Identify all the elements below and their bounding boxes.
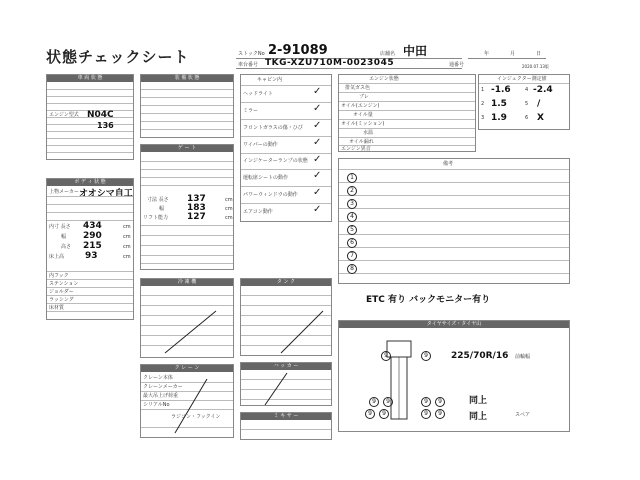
hacker-box <box>240 362 332 406</box>
engine-label: エンジン型式 <box>49 112 79 118</box>
dim-unit-0: cm <box>123 224 131 230</box>
check-mark-6: ✓ <box>313 187 322 198</box>
tank-strike <box>277 309 327 355</box>
tire-extra-1: 9 <box>365 409 375 419</box>
engine-row-7: エンジン異音 <box>341 146 371 152</box>
note-num-5: 5 <box>347 225 357 235</box>
note-num-8: 8 <box>347 264 357 274</box>
gate-dim-value-0: 137 <box>187 194 206 204</box>
note-num-2: 2 <box>347 186 357 196</box>
notes-remark: ETC 有り バックモニター有り <box>366 295 491 305</box>
equipment-header: 装 備 状 態 <box>141 75 233 82</box>
gate-dim-unit-0: cm <box>225 197 233 203</box>
note-num-1: 1 <box>347 173 357 183</box>
check-mark-5: ✓ <box>313 170 322 181</box>
inj-val-3: -2.4 <box>533 85 553 95</box>
crane-row-2: 最大吊上げ荷重 <box>143 393 179 399</box>
injector-box <box>478 74 570 130</box>
tire-fl: 9 <box>381 351 391 361</box>
vehicle-box <box>46 74 134 160</box>
tire-spare: スペア <box>515 412 531 418</box>
date-small: 2020.07.13版 <box>522 64 549 69</box>
mixer-box <box>240 412 332 440</box>
body-maker-value: オオシマ自工 <box>79 189 133 199</box>
body-row-4: 床材質 <box>49 305 65 311</box>
gate-dim-label-0: 寸法 長さ <box>147 197 169 203</box>
vehicle-header: 車 両 状 態 <box>47 75 133 82</box>
note-num-7: 7 <box>347 251 357 261</box>
tire-size: 225/70R/16 <box>451 351 509 361</box>
check-item-3: ワイパーの動作 <box>243 142 278 148</box>
hacker-strike <box>261 371 291 407</box>
inj-val-2: 1.9 <box>491 113 507 123</box>
tire-header: タイヤサイズ・タイヤ山 <box>339 321 569 328</box>
body-row-3: ラッシング <box>49 297 74 303</box>
tire-fr: 9 <box>421 351 431 361</box>
equipment-box <box>140 74 234 138</box>
check-mark-1: ✓ <box>313 103 322 114</box>
tire-rr-1: 9 <box>421 397 431 407</box>
refrigeration-header: 冷 凍 機 <box>141 279 233 286</box>
tire-rear-note: 同上 <box>469 396 488 406</box>
day-label: 日 <box>536 51 542 57</box>
tire-extra-2: 9 <box>379 409 389 419</box>
gate-dim-label-2: リフト能力 <box>143 215 169 221</box>
store-value: 中田 <box>403 44 428 58</box>
crane-row-3: シリアルNo <box>143 402 170 408</box>
engine-row-2: オイル(エンジン) <box>341 103 380 109</box>
check-mark-3: ✓ <box>313 137 322 148</box>
engine-value: N04C <box>87 110 114 120</box>
dim-value-1: 290 <box>83 231 102 241</box>
inj-val-1: 1.5 <box>491 99 507 109</box>
engine-header: エンジン状態 <box>369 76 399 82</box>
engine-row-3: オイル量 <box>353 112 373 118</box>
check-mark-7: ✓ <box>313 204 322 215</box>
hacker-header: ハ ッ カ ー <box>241 363 331 370</box>
gate-header: ゲ ー ト <box>141 145 233 152</box>
inj-num-3: 4 <box>525 87 529 93</box>
note-num-6: 6 <box>347 238 357 248</box>
crane-header: ク レ ー ン <box>141 365 233 372</box>
gate-dim-unit-1: cm <box>225 206 233 212</box>
gate-dim-value-1: 183 <box>187 203 206 213</box>
inj-num-0: 1 <box>481 87 485 93</box>
mixer-header: ミ キ サ ー <box>241 413 331 420</box>
engine-row-5: 水温 <box>363 130 374 136</box>
crane-box <box>140 364 234 438</box>
checks-header: キャビン内 <box>257 77 283 83</box>
chassis-suffix: 通番号 <box>449 62 465 68</box>
body-row-1: ステンション <box>49 281 79 287</box>
injector-header: インジェクター測定値 <box>497 76 547 82</box>
check-item-6: パワーウィンドウの動作 <box>243 192 298 198</box>
notes-box <box>338 158 570 284</box>
header-divider-2 <box>236 68 462 69</box>
notes-header: 備考 <box>443 161 454 167</box>
tank-header: タ ン ク <box>241 279 331 286</box>
crane-row-4: ラジコン・フックイン <box>171 414 221 420</box>
check-mark-0: ✓ <box>313 86 322 97</box>
note-num-4: 4 <box>347 212 357 222</box>
check-item-0: ヘッドライト <box>243 91 273 97</box>
dim-label-1: 幅 <box>61 234 67 240</box>
body-row-0: 内フック <box>49 273 69 279</box>
check-item-2: フロントガラスの傷・ひび <box>243 125 303 131</box>
dim-value-2: 215 <box>83 241 102 251</box>
tire-rl-2: 9 <box>383 397 393 407</box>
body-header: ボ デ ィ 状 態 <box>47 179 133 186</box>
dim-label-0: 内寸 長さ <box>49 224 71 230</box>
tire-front-label: 前輪幅 <box>515 354 531 360</box>
dim-unit-3: cm <box>123 254 131 260</box>
dim-label-2: 高さ <box>61 244 72 250</box>
tire-extra-3: 9 <box>421 409 431 419</box>
dim-unit-1: cm <box>123 234 131 240</box>
gate-dim-label-1: 幅 <box>159 206 165 212</box>
check-mark-4: ✓ <box>313 154 322 165</box>
vehicle-note-1: 136 <box>97 121 114 130</box>
store-label: 店舗名 <box>380 51 396 57</box>
engine-row-0: 排気ガス色 <box>345 85 371 91</box>
inj-num-5: 6 <box>525 115 529 121</box>
checks-box <box>240 74 332 222</box>
body-box <box>46 178 134 320</box>
note-num-3: 3 <box>347 199 357 209</box>
month-label: 月 <box>510 51 516 57</box>
body-row-2: ジョルダー <box>49 289 74 295</box>
inj-val-5: X <box>537 113 544 123</box>
body-maker-label: 上物メーカー <box>49 189 79 195</box>
gate-dim-unit-2: cm <box>225 215 233 221</box>
engine-row-4: オイル(ミッション) <box>341 121 385 127</box>
dim-value-3: 93 <box>85 251 98 261</box>
check-item-4: インジケーターランプの状態 <box>243 158 308 164</box>
dim-unit-2: cm <box>123 244 131 250</box>
check-mark-2: ✓ <box>313 120 322 131</box>
refrigeration-box <box>140 278 234 358</box>
inj-num-2: 3 <box>481 115 485 121</box>
inj-num-1: 2 <box>481 101 485 107</box>
refrigeration-strike <box>161 309 221 355</box>
dim-label-3: 床上高 <box>49 254 65 260</box>
tire-rr-2: 9 <box>435 397 445 407</box>
page-title: 状態チェックシート <box>46 48 190 66</box>
engine-row-1: ブレ <box>359 94 369 100</box>
tire-box <box>338 320 570 432</box>
tire-rl-1: 9 <box>369 397 379 407</box>
engine-row-6: オイル漏れ <box>349 139 374 145</box>
check-item-1: ミラー <box>243 108 259 114</box>
gate-dim-value-2: 127 <box>187 212 206 222</box>
gate-box <box>140 144 234 270</box>
tank-box <box>240 278 332 356</box>
year-label: 年 <box>484 51 490 57</box>
inj-val-4: / <box>537 99 541 109</box>
dim-value-0: 434 <box>83 221 102 231</box>
stock-label: ストックNo <box>238 51 265 57</box>
inj-num-4: 5 <box>525 101 529 107</box>
check-item-7: エアコン動作 <box>243 209 273 215</box>
inj-val-0: -1.6 <box>491 85 511 95</box>
engine-box <box>338 74 476 152</box>
stock-value: 2-91089 <box>268 43 328 58</box>
crane-strike <box>171 377 211 435</box>
crane-row-0: クレーン本体 <box>143 375 173 381</box>
tire-rear-note2: 同上 <box>469 412 488 422</box>
check-item-5: 運転席シートの動作 <box>243 175 289 181</box>
chassis-label: 車台番号 <box>238 62 259 68</box>
tire-extra-4: 9 <box>435 409 445 419</box>
date-divider <box>468 58 546 59</box>
crane-row-1: クレーンメーカー <box>143 384 183 390</box>
chassis-value: TKG-XZU710M-0023045 <box>265 58 395 68</box>
